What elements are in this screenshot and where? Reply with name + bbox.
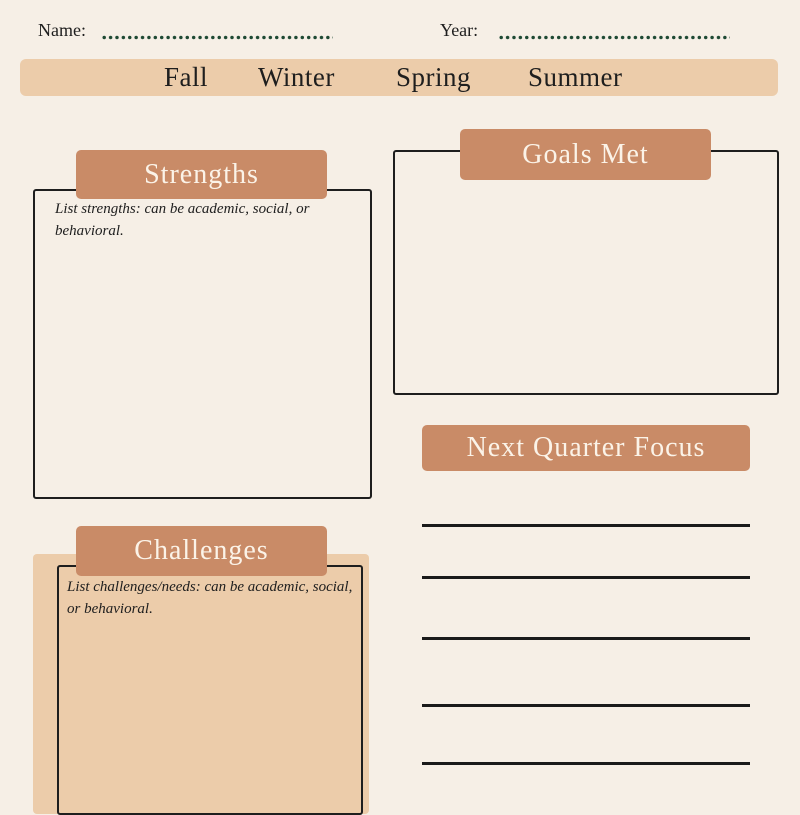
season-summer[interactable]: Summer	[528, 62, 623, 92]
strengths-hint: List strengths: can be academic, social, or behavioral.	[55, 201, 310, 239]
focus-line-1[interactable]	[422, 524, 750, 527]
name-field[interactable]	[101, 35, 333, 40]
name-label: Name:	[38, 20, 86, 40]
strengths-title: Strengths	[76, 150, 327, 199]
focus-line-2[interactable]	[422, 576, 750, 579]
season-fall[interactable]: Fall	[164, 62, 209, 92]
goals-met-title: Goals Met	[460, 129, 711, 180]
challenges-hint: List challenges/needs: can be academic, social, or behavioral.	[67, 579, 353, 617]
year-label: Year:	[440, 20, 479, 40]
challenges-title: Challenges	[76, 526, 327, 576]
goals-met-box[interactable]	[393, 150, 779, 395]
season-winter[interactable]: Winter	[258, 62, 335, 92]
focus-line-3[interactable]	[422, 637, 750, 640]
season-spring[interactable]: Spring	[396, 62, 472, 92]
focus-line-5[interactable]	[422, 762, 750, 765]
focus-line-4[interactable]	[422, 704, 750, 707]
next-quarter-focus-title: Next Quarter Focus	[422, 425, 750, 471]
year-field[interactable]	[498, 35, 730, 40]
